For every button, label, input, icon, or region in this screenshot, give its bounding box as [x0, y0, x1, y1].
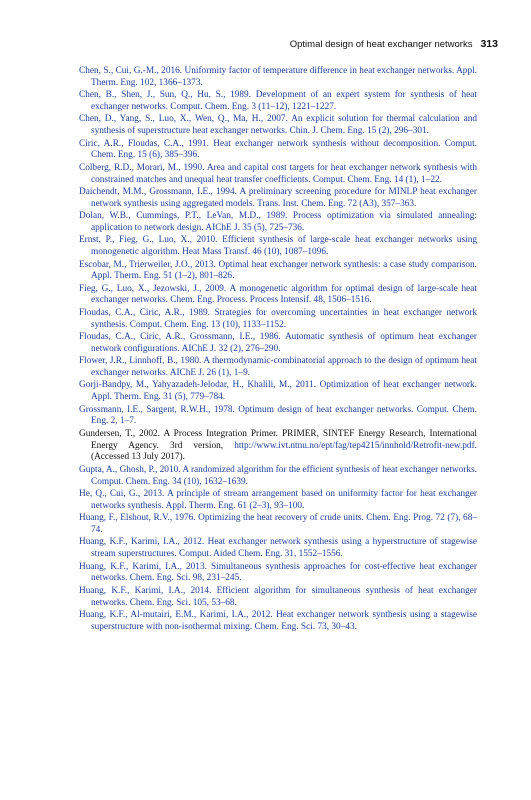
- running-title: Optimal design of heat exchanger networks: [289, 39, 473, 50]
- reference-accessed-note: . (Accessed 13 July 2017).: [91, 440, 477, 463]
- reference-item-web: [79, 429, 477, 464]
- reference-item[interactable]: Huang, K.F., Al-mutairi, E.M., Karimi, I.A., 2012. Heat exchanger network synthesis using a stagewise superstructure with non-isothermal mixing. Chem. Eng. Sci. 73, 30–43.: [79, 609, 477, 632]
- reference-item[interactable]: Grossmann, I.E., Sargent, R.W.H., 1978. Optimum design of heat exchanger networks. Comput. Chem. Eng. 2, 1–7.: [79, 404, 477, 427]
- reference-item[interactable]: Huang, K.F., Karimi, I.A., 2013. Simultaneous synthesis approaches for cost-effective heat exchanger networks. Chem. Eng. Sci. 98, 231–245.: [79, 561, 477, 584]
- reference-url-link[interactable]: http://www.ivt.ntnu.no/ept/fag/tep4215/innhold/Retrofit-new.pdf: [234, 440, 475, 451]
- reference-item[interactable]: He, Q., Cui, G., 2013. A principle of stream arrangement based on uniformity factor for heat exchanger networks synthesis. Appl. Therm. Eng. 61 (2–3), 93–100.: [79, 488, 477, 511]
- reference-item[interactable]: Chen, S., Cui, G.-M., 2016. Uniformity factor of temperature difference in heat exchanger networks. Appl. Therm. Eng. 102, 1366–1373.: [79, 66, 477, 88]
- reference-item[interactable]: Gorji-Bandpy, M., Yahyazadeh-Jelodar, H., Khalili, M., 2011. Optimization of heat exchanger network. Appl. Therm. Eng. 31 (5), 779–784.: [79, 380, 477, 403]
- reference-item[interactable]: Escobar, M., Trierweiler, J.O., 2013. Optimal heat exchanger network synthesis: a case study comparison. Appl. Therm. Eng. 51 (1–2), 801–826.: [79, 259, 477, 282]
- reference-item[interactable]: Floudas, C.A., Ciric, A.R., 1989. Strategies for overcoming uncertainties in heat exchanger network synthesis. Comput. Chem. Eng. 13 (10), 1133–1152.: [79, 307, 477, 330]
- page-number: 313: [480, 38, 498, 50]
- reference-item[interactable]: Flower, J.R., Linnhoff, B., 1980. A thermodynamic-combinatorial approach to the design of optimum heat exchanger networks. AIChE J. 26 (1), 1–9.: [79, 356, 477, 379]
- reference-item[interactable]: Chen, D., Yang, S., Luo, X., Wen, Q., Ma, H., 2007. An explicit solution for thermal calculation and synthesis of superstructure heat exchanger networks. Chin. J. Chem. Eng. 15 (2), 296–301.: [79, 114, 477, 137]
- reference-list: [79, 66, 477, 634]
- reference-item[interactable]: Huang, K.F., Karimi, I.A., 2014. Efficient algorithm for simultaneous synthesis of heat exchanger networks. Chem. Eng. Sci. 105, 53–68.: [79, 585, 477, 608]
- reference-text: Gundersen, T., 2002. A Process Integration Primer. PRIMER, SINTEF Energy Research, International Energy Agency. 3rd version,: [79, 428, 477, 451]
- reference-item[interactable]: Colberg, R.D., Morari, M., 1990. Area and capital cost targets for heat exchanger network synthesis with constrained matches and unequal heat transfer coefficients. Comput. Chem. Eng. 14 (1), 1–22.: [79, 162, 477, 185]
- reference-item[interactable]: Huang, K.F., Karimi, I.A., 2012. Heat exchanger network synthesis using a hyperstructure of stagewise stream superstructures. Comput. Aided Chem. Eng. 31, 1552–1556.: [79, 537, 477, 560]
- reference-item[interactable]: Floudas, C.A., Ciric, A.R., Grossmann, I.E., 1986. Automatic synthesis of optimum heat exchanger network configurations. AIChE J. 32 (2), 276–290.: [79, 332, 477, 354]
- reference-item[interactable]: Chen, B., Shen, J., Sun, Q., Hu, S., 1989. Development of an expert system for synthesis of heat exchanger networks. Comput. Chem. Eng. 3 (11–12), 1221–1227.: [79, 90, 477, 112]
- running-header: [290, 38, 498, 50]
- reference-item[interactable]: Dolan, W.B., Cummings, P.T., LeVan, M.D., 1989. Process optimization via simulated annealing: application to network design. AIChE J. 35 (5), 725–736.: [79, 211, 477, 233]
- reference-item[interactable]: Fieg, G., Luo, X., Jezowski, J., 2009. A monogenetic algorithm for optimal design of large-scale heat exchanger networks. Chem. Eng. Process. Process Intensif. 48, 1506–1516.: [79, 283, 477, 306]
- reference-item[interactable]: Ciric, A.R., Floudas, C.A., 1991. Heat exchanger network synthesis without decomposition. Comput. Chem. Eng. 15 (6), 385–396.: [79, 138, 477, 161]
- reference-item[interactable]: Gupta, A., Ghosh, P., 2010. A randomized algorithm for the efficient synthesis of heat exchanger networks. Comput. Chem. Eng. 34 (10), 1632–1639.: [79, 464, 477, 487]
- reference-item[interactable]: Ernst, P., Fieg, G., Luo, X., 2010. Efficient synthesis of large-scale heat exchanger networks using monogenetic algorithm. Heat Mass Transf. 46 (10), 1087–1096.: [79, 235, 477, 258]
- reference-item[interactable]: Daichendt, M.M., Grossmann, I.E., 1994. A preliminary screening procedure for MINLP heat exchanger network synthesis using aggregated models. Trans. Inst. Chem. Eng. 72 (A3), 357–363.: [79, 186, 477, 209]
- reference-item[interactable]: Huang, F., Elshout, R.V., 1976. Optimizing the heat recovery of crude units. Chem. Eng. Prog. 72 (7), 68–74.: [79, 513, 477, 535]
